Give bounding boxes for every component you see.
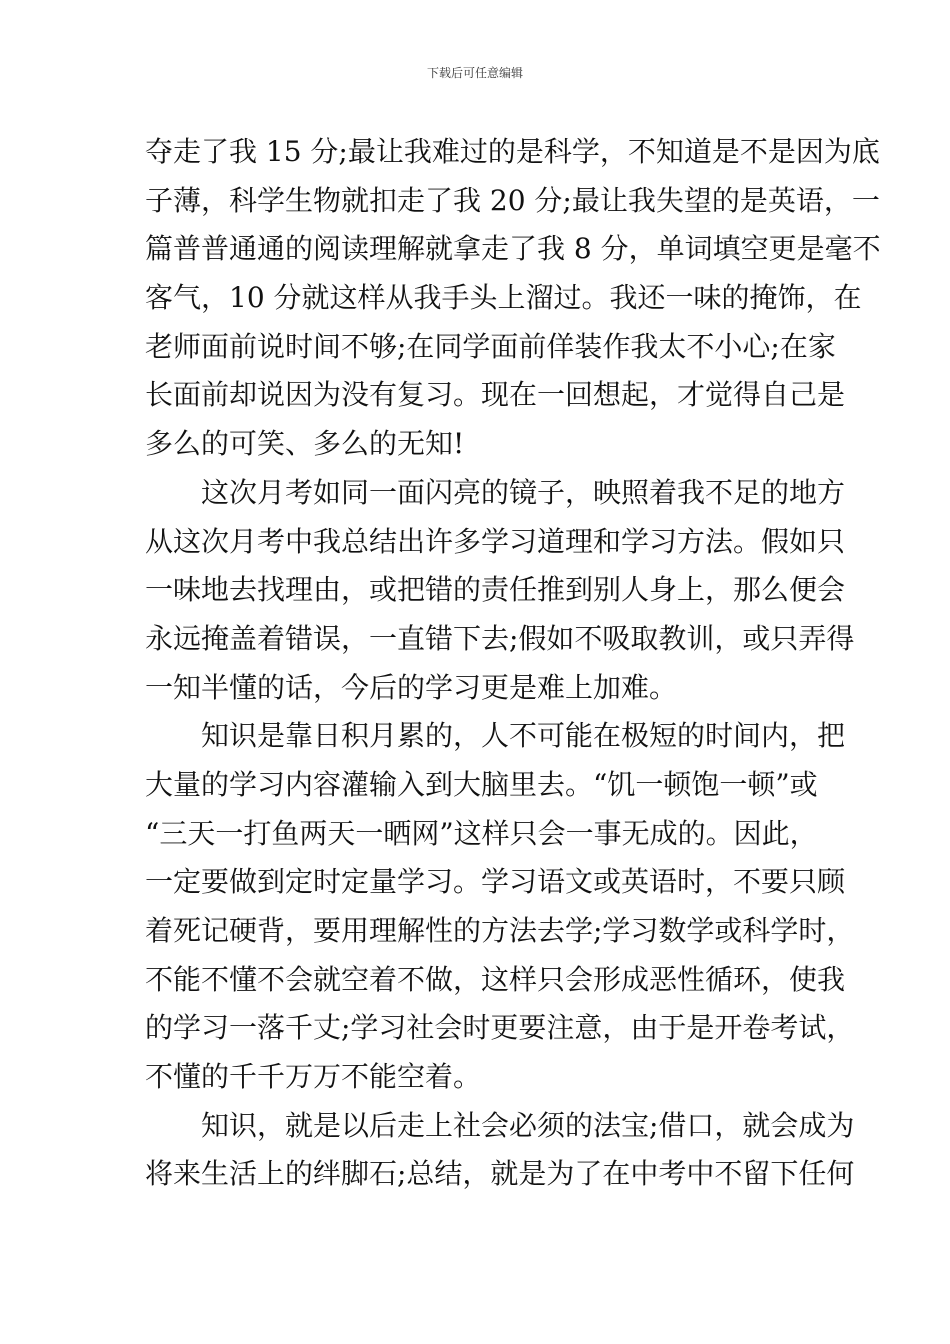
text-line: 从这次月考中我总结出许多学习道理和学习方法。假如只 <box>145 524 846 558</box>
document-body <box>145 128 881 1199</box>
text-line: 大量的学习内容灌输入到大脑里去。“饥一顿饱一顿”或 <box>145 767 818 801</box>
text-line: 永远掩盖着错误，一直错下去;假如不吸取教训，或只弄得 <box>145 621 855 655</box>
text-line: 知识是靠日积月累的，人不可能在极短的时间内，把 <box>145 719 846 753</box>
text-line: 不懂的千千万万不能空着。 <box>145 1060 482 1094</box>
text-line: 这次月考如同一面闪亮的镜子，映照着我不足的地方 <box>145 475 846 509</box>
text-line: “三天一打鱼两天一晒网”这样只会一事无成的。因此， <box>145 816 818 850</box>
text-line: 知识，就是以后走上社会必须的法宝;借口，就会成为 <box>145 1108 855 1142</box>
text-line: 客气，10 分就这样从我手头上溜过。我还一味的掩饰，在 <box>145 281 862 315</box>
text-line: 将来生活上的绊脚石;总结，就是为了在中考中不留下任何 <box>145 1157 855 1191</box>
text-line: 子薄，科学生物就扣走了我 20 分;最让我失望的是英语，一 <box>145 183 880 217</box>
text-line: 一定要做到定时定量学习。学习语文或英语时，不要只顾 <box>145 865 846 899</box>
text-line: 篇普普通通的阅读理解就拿走了我 8 分，单词填空更是毫不 <box>145 232 881 266</box>
text-line: 的学习一落千丈;学习社会时更要注意，由于是开卷考试， <box>145 1011 855 1045</box>
text-line: 一味地去找理由，或把错的责任推到别人身上，那么便会 <box>145 573 846 607</box>
page-header: 下载后可任意编辑 <box>426 66 523 80</box>
text-line: 老师面前说时间不够;在同学面前佯装作我太不小心;在家 <box>145 329 836 363</box>
text-line: 不能不懂不会就空着不做，这样只会形成恶性循环，使我 <box>145 962 846 996</box>
text-line: 着死记硬背，要用理解性的方法去学;学习数学或科学时， <box>145 914 855 947</box>
text-line: 长面前却说因为没有复习。现在一回想起，才觉得自己是 <box>145 378 846 412</box>
text-line: 一知半懂的话，今后的学习更是难上加难。 <box>145 670 678 704</box>
text-line: 夺走了我 15 分;最让我难过的是科学，不知道是不是因为底 <box>145 135 880 168</box>
text-line: 多么的可笑、多么的无知! <box>145 427 465 461</box>
